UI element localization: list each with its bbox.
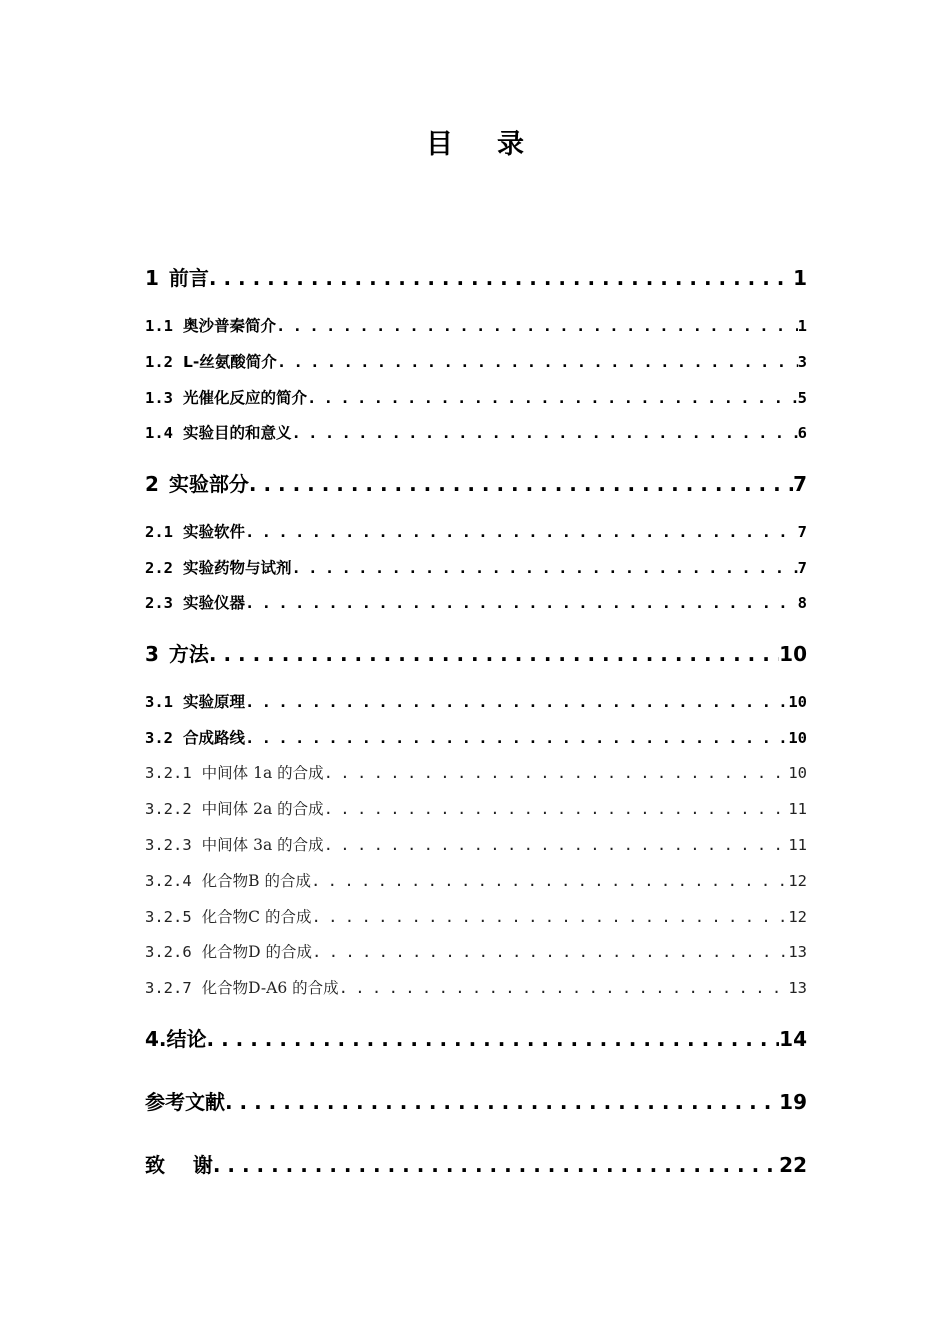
toc-dot-leader bbox=[245, 729, 788, 747]
toc-entry[interactable] bbox=[145, 761, 807, 783]
toc-dot-leader bbox=[276, 317, 798, 335]
toc-dot-leader bbox=[277, 353, 798, 371]
toc-entry[interactable] bbox=[145, 314, 807, 336]
toc-entry-number: 3.1 bbox=[145, 693, 173, 711]
toc-entry-number: 1.2 bbox=[145, 353, 173, 371]
toc-entry-title: 中间体 2a 的合成 bbox=[201, 800, 324, 818]
toc-entry-page-number: 13 bbox=[788, 943, 807, 961]
toc-entry-number: 2.2 bbox=[145, 559, 173, 577]
toc-entry-page-number: 3 bbox=[797, 353, 807, 371]
toc-entry-number: 1.4 bbox=[145, 424, 173, 442]
toc-entry-title: 合成路线 bbox=[183, 729, 246, 747]
toc-entry-title: 实验原理 bbox=[183, 693, 246, 711]
toc-dot-leader bbox=[245, 594, 798, 612]
toc-entry-number: 3 bbox=[145, 642, 159, 666]
toc-entry[interactable] bbox=[145, 421, 807, 443]
toc-entry[interactable] bbox=[145, 468, 807, 497]
toc-entry-title: 参考文献 bbox=[145, 1090, 225, 1114]
toc-entry-number: 3.2.5 bbox=[145, 908, 192, 926]
toc-entry-page-number: 8 bbox=[797, 594, 807, 612]
toc-entry-number: 3.2 bbox=[145, 729, 173, 747]
toc-entry[interactable] bbox=[145, 833, 807, 855]
toc-dot-leader bbox=[245, 693, 788, 711]
toc-entry-page-number: 1 bbox=[797, 317, 807, 335]
toc-entry-number: 3.2.1 bbox=[145, 764, 192, 782]
toc-entry-page-number: 22 bbox=[779, 1153, 807, 1177]
toc-dot-leader bbox=[324, 800, 789, 818]
toc-entry-title: 中间体 3a 的合成 bbox=[201, 836, 324, 854]
toc-entry-title: 化合物D 的合成 bbox=[201, 943, 313, 961]
toc-entry-title: L-丝氨酸简介 bbox=[183, 353, 277, 371]
toc-dot-leader bbox=[207, 1027, 780, 1051]
toc-entry-title: 实验仪器 bbox=[183, 594, 246, 612]
toc-entry-number: 3.2.2 bbox=[145, 800, 192, 818]
toc-entry-title: 化合物B 的合成 bbox=[201, 872, 311, 890]
toc-dot-leader bbox=[311, 908, 788, 926]
toc-entry-title: 实验部分 bbox=[168, 472, 249, 496]
toc-entry-title: 致 谢 bbox=[145, 1153, 213, 1177]
toc-entry[interactable] bbox=[145, 638, 807, 667]
toc-entry-page-number: 10 bbox=[788, 764, 807, 782]
toc-entry-number: 2.3 bbox=[145, 594, 173, 612]
toc-entry[interactable] bbox=[145, 350, 807, 372]
toc-dot-leader bbox=[339, 979, 789, 997]
toc-entry-number: 3.2.7 bbox=[145, 979, 192, 997]
toc-entry[interactable] bbox=[145, 797, 807, 819]
toc-entry[interactable] bbox=[145, 556, 807, 578]
toc-dot-leader bbox=[311, 872, 788, 890]
toc-entry-title: 方法 bbox=[168, 642, 209, 666]
toc-entry-title: 实验目的和意义 bbox=[183, 424, 292, 442]
toc-entry[interactable] bbox=[145, 869, 807, 891]
toc-dot-leader bbox=[324, 764, 789, 782]
toc-dot-leader bbox=[249, 472, 793, 496]
toc-dot-leader bbox=[245, 523, 798, 541]
toc-entry-page-number: 7 bbox=[797, 559, 807, 577]
toc-dot-leader bbox=[209, 266, 793, 290]
toc-entry-page-number: 13 bbox=[788, 979, 807, 997]
toc-entry-page-number: 1 bbox=[793, 266, 807, 290]
toc-entry-title: 奥沙普秦简介 bbox=[183, 317, 277, 335]
toc-entry[interactable] bbox=[145, 520, 807, 542]
toc-entry-page-number: 5 bbox=[797, 389, 807, 407]
toc-dot-leader bbox=[292, 559, 798, 577]
page-title: 目录 bbox=[426, 129, 568, 160]
toc-entry[interactable] bbox=[145, 262, 807, 291]
toc-entry-number: 3.2.4 bbox=[145, 872, 192, 890]
toc-entry-number: 3.2.6 bbox=[145, 943, 192, 961]
toc-entry-title: 前言 bbox=[168, 266, 209, 290]
toc-entry[interactable] bbox=[145, 976, 807, 998]
toc-dot-leader bbox=[209, 642, 779, 666]
toc-entry-page-number: 10 bbox=[779, 642, 807, 666]
toc-entry[interactable] bbox=[145, 386, 807, 408]
toc-entry-title: 实验药物与试剂 bbox=[183, 559, 292, 577]
toc-entry-title: 实验软件 bbox=[183, 523, 246, 541]
toc-entry-number: 2.1 bbox=[145, 523, 173, 541]
toc-entry[interactable] bbox=[145, 1149, 807, 1178]
toc-entry-page-number: 19 bbox=[779, 1090, 807, 1114]
toc-entry-page-number: 12 bbox=[788, 908, 807, 926]
toc-entry-number: 3.2.3 bbox=[145, 836, 192, 854]
toc-dot-leader bbox=[312, 943, 788, 961]
toc-entry-number: 1 bbox=[145, 266, 159, 290]
toc-entry-page-number: 11 bbox=[788, 836, 807, 854]
toc-entry-page-number: 10 bbox=[788, 693, 807, 711]
toc-entry-page-number: 10 bbox=[788, 729, 807, 747]
toc-entry[interactable] bbox=[145, 1086, 807, 1115]
toc-entry-number: 1.1 bbox=[145, 317, 173, 335]
toc-entry-number: 2 bbox=[145, 472, 159, 496]
toc-dot-leader bbox=[213, 1153, 779, 1177]
toc-entry-title: 化合物C 的合成 bbox=[201, 908, 312, 926]
toc-entry[interactable] bbox=[145, 591, 807, 613]
toc-entry[interactable] bbox=[145, 905, 807, 927]
toc-dot-leader bbox=[225, 1090, 779, 1114]
toc-dot-leader bbox=[307, 389, 798, 407]
toc-entry-title: 化合物D-A6 的合成 bbox=[201, 979, 339, 997]
toc-entry-title: 光催化反应的简介 bbox=[183, 389, 308, 407]
toc-entry-page-number: 12 bbox=[788, 872, 807, 890]
toc-entry-page-number: 7 bbox=[793, 472, 807, 496]
toc-entry[interactable] bbox=[145, 726, 807, 748]
toc-entry-number: 1.3 bbox=[145, 389, 173, 407]
toc-entry-page-number: 6 bbox=[797, 424, 807, 442]
toc-entry-page-number: 7 bbox=[797, 523, 807, 541]
toc-entry[interactable] bbox=[145, 1023, 807, 1052]
toc-entry[interactable] bbox=[145, 690, 807, 712]
toc-entry-title: 中间体 1a 的合成 bbox=[201, 764, 324, 782]
toc-entry-page-number: 11 bbox=[788, 800, 807, 818]
toc-dot-leader bbox=[324, 836, 789, 854]
toc-entry-page-number: 14 bbox=[779, 1027, 807, 1051]
toc-dot-leader bbox=[292, 424, 798, 442]
toc-entry-title: 4.结论 bbox=[145, 1027, 207, 1051]
toc-entry[interactable] bbox=[145, 940, 807, 962]
